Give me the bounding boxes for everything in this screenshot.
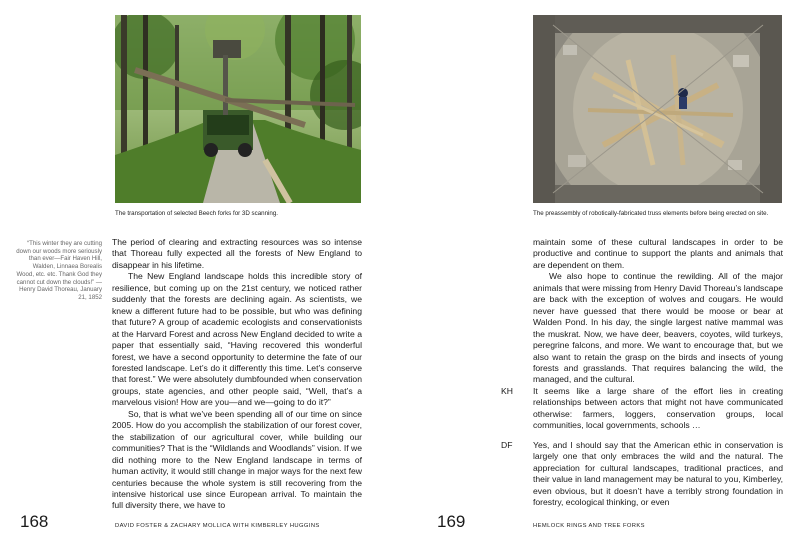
df-speaker-label: DF: [501, 440, 513, 450]
truss-preassembly-photo: [533, 15, 782, 203]
left-paragraph-1: The period of clearing and extracting resources was so intense that Thoreau fully expected all the forests of New England to disappear in his lifetime.: [112, 237, 362, 270]
forest-road-photo: [115, 15, 361, 203]
left-paragraph-2: The New England landscape holds this incredible story of resilience, but coming up on the 21st century, we noticed rather suddenly that the forests are declining again. As scientists, we knew a different future had to be possible, but who was defining that future? A group of academic ecologists and conservationists at the Harvard Forest and across New England decided to write a paper that essentially said, “Having recovered this wonderful forest, we have a second opportunity to determine the fate of our forested landscape. Let’s do it differently this time. Let’s conserve that forest.” We were absolutely dumbfounded when conservation groups, state agencies, and other people said, “Well, that’s a marvelous vision! How are you—and we—going to do it?”: [112, 271, 362, 408]
right-paragraph-1: maintain some of these cultural landscapes in order to be productive and continue to support the plants and animals that are dependent on them.: [533, 237, 783, 270]
right-page-number: 169: [437, 512, 466, 531]
right-page: [400, 0, 800, 550]
left-page-number: 168: [20, 512, 49, 531]
right-running-head: HEMLOCK RINGS AND TREE FORKS: [533, 523, 645, 529]
thoreau-sidenote: “This winter they are cutting down our woods more seriously than ever—Fair Haven Hill, Walden, Linnaea Borealis Wood, etc. etc. Thank God they cannot cut down the clouds!” —Henry David Thoreau, January 21, 1852: [16, 240, 102, 301]
right-photo-caption: The preassembly of robotically-fabricated truss elements before being erected on site.: [533, 210, 769, 217]
left-photo-caption: The transportation of selected Beech forks for 3D scanning.: [115, 210, 279, 217]
kh-speaker-label: KH: [501, 386, 513, 396]
df-interview-text: Yes, and I should say that the American ethic in conservation is largely one that only embraces the wild and the natural. The appreciation for cultural landscapes, traditional practices, and their value in land management may be natural to you, Kimberley, even obvious, but it doesn’t have a terribly strong foundation in forestry, ecological thinking, or even: [533, 440, 783, 508]
left-body-text: [112, 237, 362, 512]
right-body-text: [533, 237, 783, 386]
truss-workshop-illustration: [533, 15, 782, 203]
left-running-head: DAVID FOSTER & ZACHARY MOLLICA WITH KIMBERLEY HUGGINS: [115, 523, 320, 529]
forest-road-illustration: [115, 15, 361, 203]
kh-interview-text: It seems like a large share of the effort lies in creating relationships between actors that might not have communicated otherwise: farmers, loggers, conservation groups, local communities, local governments, schools …: [533, 386, 783, 431]
left-paragraph-3: So, that is what we’ve been spending all of our time on since 2005. How do you accomplish the stabilization of our forest cover, the stabilization of our agricultural cover, while building our communities? That is the “Wildlands and Woodlands” vision. If we did nothing more to the New England landscape in terms of human activity, it would still change in major ways for the next few centuries because the whole system is still recovering from the intensive historical use since European arrival. To maintain the full diversity there, we have to: [112, 408, 362, 511]
right-paragraph-2: We also hope to continue the rewilding. All of the major animals that were missing from Henry David Thoreau’s landscape are back with the exception of wolves and cougars. He would never have guessed that there would be moose or bear at Walden Pond. In his day, the single largest native mammal was the muskrat. Now, we have deer, beavers, coyotes, wild turkeys, peregrine falcons, and more. We want to encourage that, but we also want to retain the grasp on the birds and insects of young forests and grasslands. That requires balancing the wild, the managed, and the cultural.: [533, 271, 783, 385]
